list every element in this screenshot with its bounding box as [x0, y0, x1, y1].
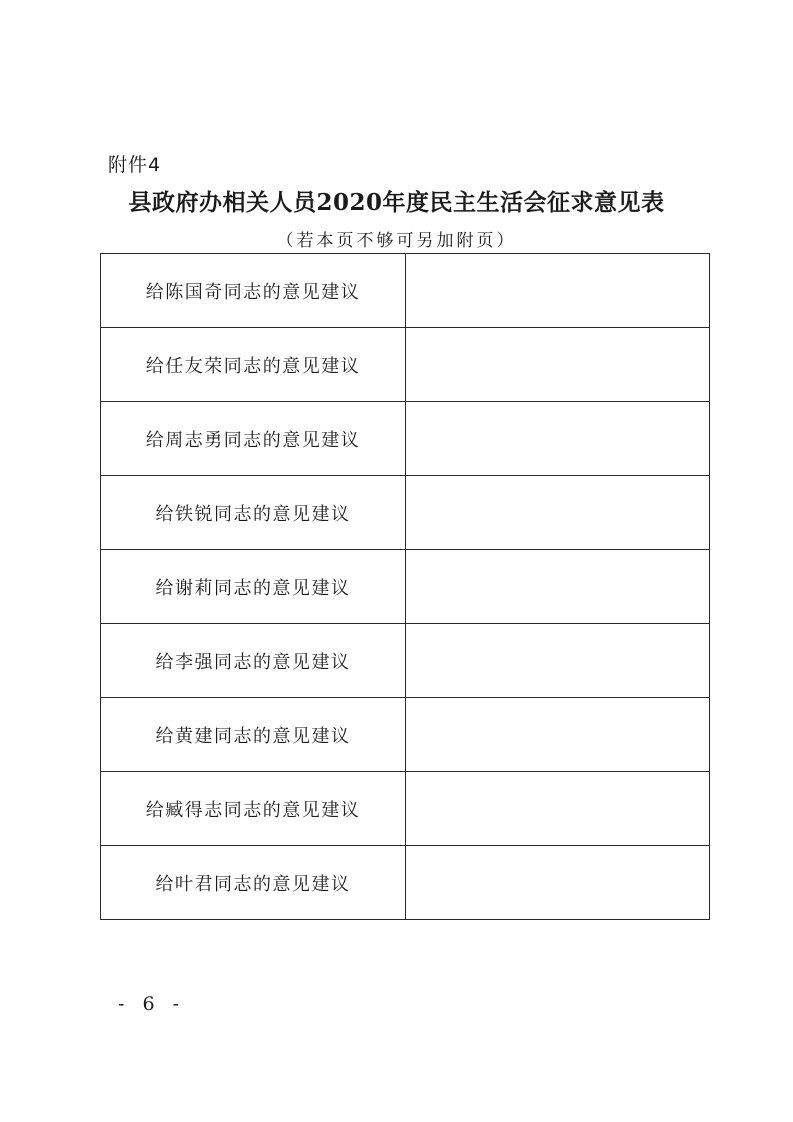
- table-row: [101, 402, 710, 476]
- opinion-table: [100, 253, 710, 920]
- opinion-input-cell[interactable]: [406, 698, 710, 772]
- table-row: [101, 254, 710, 328]
- table-row: [101, 328, 710, 402]
- table-row: [101, 772, 710, 846]
- row-label: 给陈国奇同志的意见建议: [101, 254, 406, 328]
- row-label: 给叶君同志的意见建议: [101, 846, 406, 920]
- table-row: [101, 550, 710, 624]
- form-title: 县政府办相关人员2020年度民主生活会征求意见表: [128, 189, 665, 216]
- page-number: - 6 -: [118, 993, 186, 1015]
- row-label: 给谢莉同志的意见建议: [101, 550, 406, 624]
- row-label: 给周志勇同志的意见建议: [101, 402, 406, 476]
- opinion-input-cell[interactable]: [406, 772, 710, 846]
- table-row: [101, 698, 710, 772]
- row-label: 给铁锐同志的意见建议: [101, 476, 406, 550]
- table-row: [101, 624, 710, 698]
- table-row: [101, 846, 710, 920]
- form-subtitle: （若本页不够可另加附页）: [276, 231, 517, 251]
- opinion-input-cell[interactable]: [406, 550, 710, 624]
- attachment-label: 附件4: [108, 154, 162, 176]
- table-row: [101, 476, 710, 550]
- row-label: 给任友荣同志的意见建议: [101, 328, 406, 402]
- row-label: 给臧得志同志的意见建议: [101, 772, 406, 846]
- opinion-input-cell[interactable]: [406, 254, 710, 328]
- opinion-input-cell[interactable]: [406, 328, 710, 402]
- opinion-input-cell[interactable]: [406, 846, 710, 920]
- opinion-input-cell[interactable]: [406, 624, 710, 698]
- opinion-input-cell[interactable]: [406, 402, 710, 476]
- row-label: 给黄建同志的意见建议: [101, 698, 406, 772]
- row-label: 给李强同志的意见建议: [101, 624, 406, 698]
- opinion-input-cell[interactable]: [406, 476, 710, 550]
